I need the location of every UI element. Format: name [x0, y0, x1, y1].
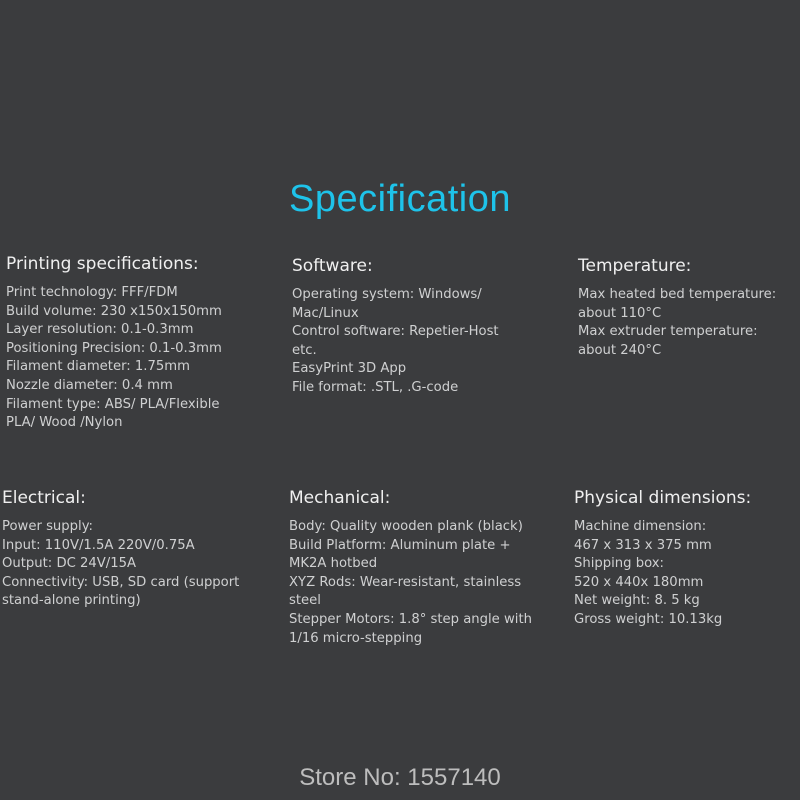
spec-line: Connectivity: USB, SD card (support [2, 574, 240, 590]
section-heading: Software: [292, 256, 373, 276]
spec-line: Output: DC 24V/15A [2, 556, 137, 572]
spec-line: 520 x 440x 180mm [574, 574, 704, 590]
spec-line: Body: Quality wooden plank (black) [289, 519, 523, 534]
software-section [292, 256, 499, 398]
spec-line: Stepper Motors: 1.8° step angle with [289, 611, 532, 627]
spec-line: Filament diameter: 1.75mm [6, 359, 190, 375]
spec-list [578, 286, 776, 360]
spec-line: about 110°C [578, 305, 662, 321]
spec-line: Input: 110V/1.5A 220V/0.75A [2, 537, 195, 553]
spec-line: Gross weight: 10.13kg [574, 611, 723, 627]
temperature-section [578, 256, 776, 360]
spec-line: stand-alone printing) [2, 593, 141, 609]
spec-line: Power supply: [2, 519, 93, 534]
spec-list [289, 518, 532, 648]
spec-line: Mac/Linux [292, 305, 359, 321]
spec-line: Positioning Precision: 0.1-0.3mm [6, 340, 222, 356]
spec-list [574, 518, 751, 630]
spec-line: 1/16 micro-stepping [289, 630, 423, 646]
section-heading: Temperature: [578, 256, 692, 276]
spec-line: Machine dimension: [574, 519, 707, 534]
spec-list [6, 284, 222, 433]
store-number: Store No: 1557140 [299, 764, 501, 791]
spec-line: Control software: Repetier-Host [292, 324, 499, 340]
spec-line: about 240°C [578, 342, 662, 358]
electrical-section [2, 488, 239, 611]
printing-specifications-section [6, 254, 222, 433]
spec-line: EasyPrint 3D App [292, 361, 407, 377]
section-heading: Electrical: [2, 488, 86, 508]
spec-line: MK2A hotbed [289, 556, 378, 572]
spec-line: 467 x 313 x 375 mm [574, 537, 712, 553]
spec-line: Max heated bed temperature: [578, 287, 777, 302]
spec-line: Build Platform: Aluminum plate + [289, 537, 511, 553]
spec-line: Shipping box: [574, 556, 665, 572]
spec-line: Layer resolution: 0.1-0.3mm [6, 322, 194, 338]
spec-line: steel [289, 593, 321, 609]
spec-line: Print technology: FFF/FDM [6, 285, 178, 300]
spec-list [2, 518, 239, 611]
section-heading: Mechanical: [289, 488, 391, 508]
page-title: Specification [289, 178, 511, 220]
spec-line: PLA/ Wood /Nylon [6, 415, 123, 431]
mechanical-section [289, 488, 532, 648]
spec-line: XYZ Rods: Wear-resistant, stainless [289, 574, 522, 590]
spec-line: Operating system: Windows/ [292, 287, 482, 302]
spec-line: etc. [292, 342, 317, 358]
section-heading: Physical dimensions: [574, 488, 752, 508]
spec-line: Net weight: 8. 5 kg [574, 593, 700, 609]
physical-dimensions-section [574, 488, 751, 630]
spec-line: Filament type: ABS/ PLA/Flexible [6, 396, 220, 412]
spec-line: Build volume: 230 x150x150mm [6, 303, 222, 319]
spec-line: File format: .STL, .G-code [292, 379, 459, 395]
spec-line: Nozzle diameter: 0.4 mm [6, 377, 173, 393]
spec-line: Max extruder temperature: [578, 324, 758, 340]
spec-list [292, 286, 499, 398]
section-heading: Printing specifications: [6, 254, 199, 274]
